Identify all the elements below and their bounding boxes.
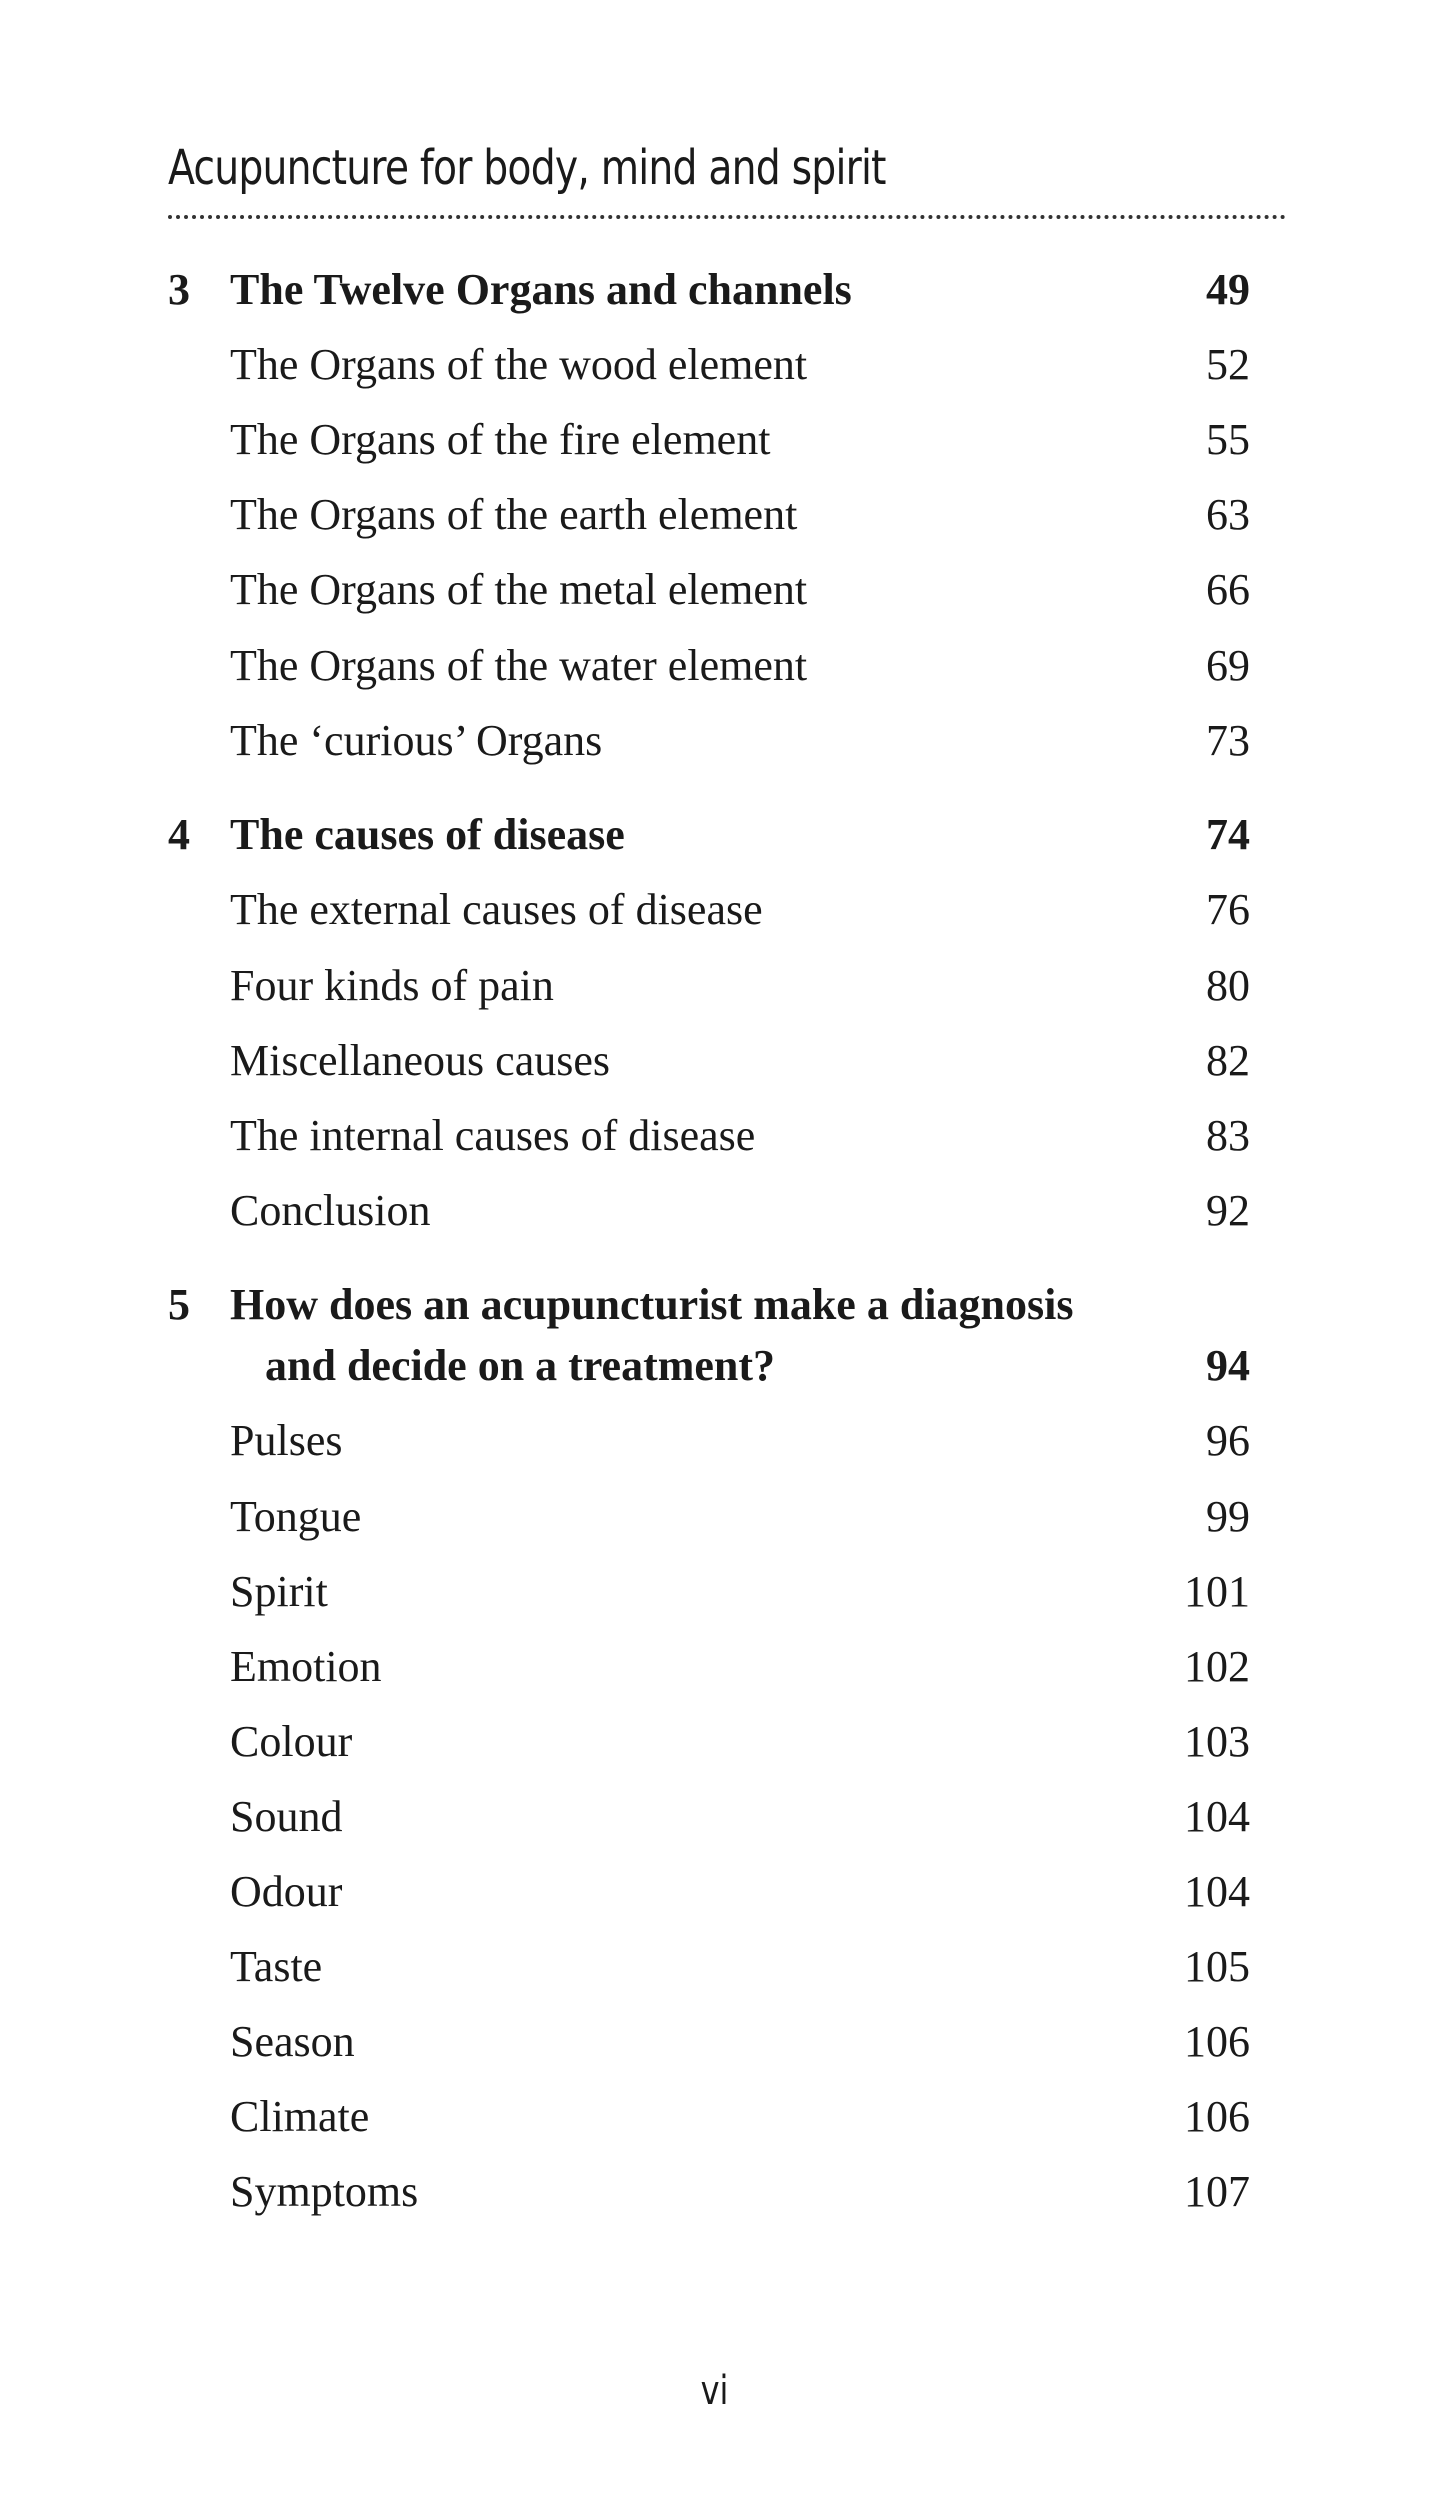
section-page-number: 101 [1184,1567,1250,1616]
section-title: The Organs of the metal element [230,565,808,614]
toc-entry [0,711,1429,771]
section-page-number: 55 [1206,415,1250,464]
section-title: Season [230,2017,355,2066]
section-title: The Organs of the fire element [230,415,771,464]
chapter-number: 5 [168,1280,190,1329]
chapter-title: The Twelve Organs and channels [230,265,852,314]
section-page-number: 107 [1184,2167,1250,2216]
toc-entry [0,1411,1429,1471]
dotted-rule-divider [168,215,1286,219]
section-title: Sound [230,1792,343,1841]
toc-entry [0,2012,1429,2072]
section-title: Colour [230,1717,353,1766]
section-title: Conclusion [230,1186,431,1235]
chapter-3-heading [0,260,1429,320]
toc-entry [0,485,1429,545]
section-title: Tongue [230,1492,362,1541]
toc-entry [0,1181,1429,1241]
section-title: Odour [230,1867,343,1916]
section-title: Miscellaneous causes [230,1036,610,1085]
section-title: Four kinds of pain [230,961,554,1010]
section-page-number: 96 [1206,1416,1250,1465]
section-page-number: 92 [1206,1186,1250,1235]
toc-entry [0,636,1429,696]
section-page-number: 102 [1184,1642,1250,1691]
chapter-page-number: 49 [1206,265,1250,314]
chapter-title-line1: How does an acupuncturist make a diagnosis [230,1280,1074,1329]
toc-entry [0,410,1429,470]
chapter-page-number: 94 [1206,1341,1250,1390]
section-title: The Organs of the wood element [230,340,808,389]
chapter-number: 3 [168,265,190,314]
chapter-number: 4 [168,810,190,859]
toc-entry [0,2087,1429,2147]
toc-entry [0,1031,1429,1091]
chapter-title-line2: and decide on a treatment? [265,1341,776,1390]
chapter-page-number: 74 [1206,810,1250,859]
toc-entry [0,1106,1429,1166]
section-page-number: 76 [1206,885,1250,934]
chapter-5-heading [0,1275,1429,1335]
section-title: Emotion [230,1642,382,1691]
page-folio: vi [700,2368,729,2414]
toc-entry [0,1787,1429,1847]
section-page-number: 63 [1206,490,1250,539]
section-title: Symptoms [230,2167,419,2216]
section-page-number: 104 [1184,1792,1250,1841]
section-title: The internal causes of disease [230,1111,756,1160]
chapter-5-heading-continued [0,1336,1429,1396]
toc-entry [0,1562,1429,1622]
section-page-number: 69 [1206,641,1250,690]
toc-entry [0,1712,1429,1772]
toc-entry [0,956,1429,1016]
section-title: Spirit [230,1567,328,1616]
section-page-number: 103 [1184,1717,1250,1766]
section-page-number: 106 [1184,2017,1250,2066]
toc-entry [0,560,1429,620]
section-page-number: 52 [1206,340,1250,389]
toc-entry [0,1862,1429,1922]
toc-entry [0,880,1429,940]
section-page-number: 80 [1206,961,1250,1010]
section-title: The external causes of disease [230,885,763,934]
section-title: Taste [230,1942,323,1991]
section-page-number: 66 [1206,565,1250,614]
section-page-number: 73 [1206,716,1250,765]
toc-entry [0,1637,1429,1697]
chapter-4-heading [0,805,1429,865]
section-page-number: 106 [1184,2092,1250,2141]
running-head: Acupuncture for body, mind and spirit [168,140,886,196]
toc-entry [0,1937,1429,1997]
section-title: Climate [230,2092,370,2141]
toc-entry [0,2162,1429,2222]
section-page-number: 82 [1206,1036,1250,1085]
chapter-title: The causes of disease [230,810,625,859]
toc-entry [0,1487,1429,1547]
section-title: The ‘curious’ Organs [230,716,603,765]
section-page-number: 83 [1206,1111,1250,1160]
section-title: The Organs of the water element [230,641,808,690]
section-title: Pulses [230,1416,343,1465]
section-title: The Organs of the earth element [230,490,798,539]
toc-entry [0,335,1429,395]
section-page-number: 104 [1184,1867,1250,1916]
section-page-number: 99 [1206,1492,1250,1541]
section-page-number: 105 [1184,1942,1250,1991]
